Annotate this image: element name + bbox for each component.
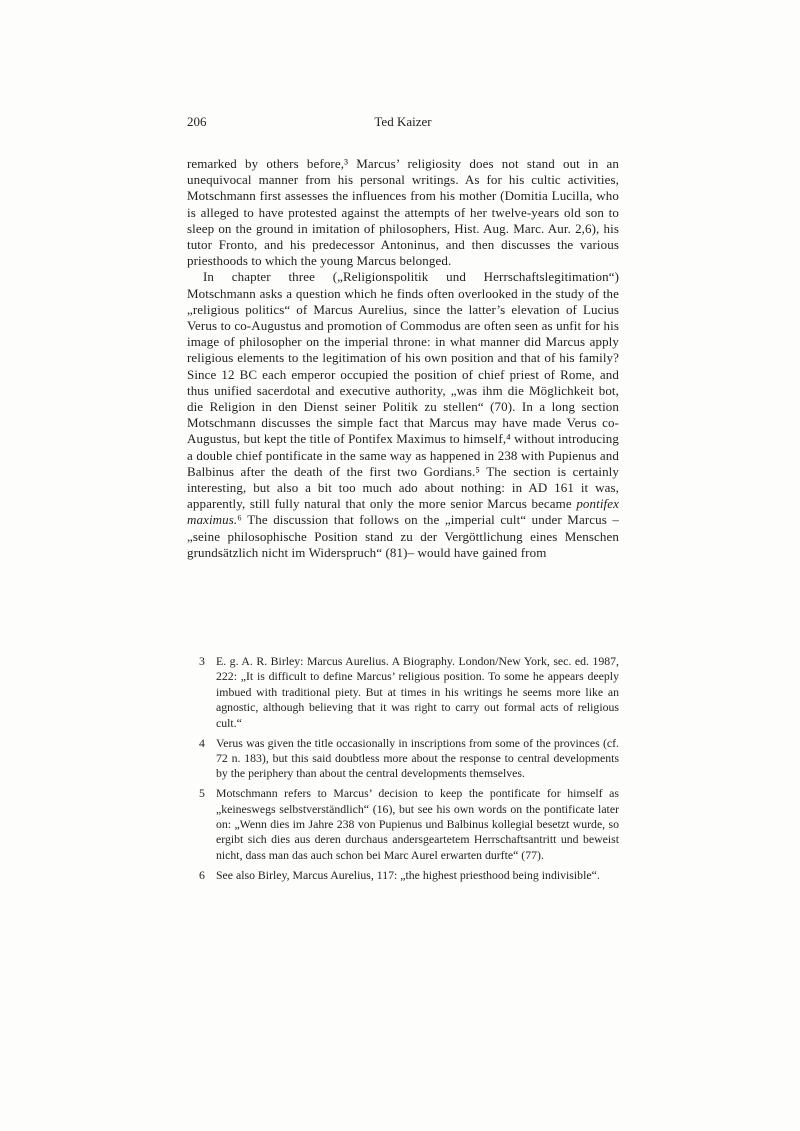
page-header: [187, 114, 619, 130]
footnote: [199, 868, 619, 883]
footnote-number: 6: [199, 867, 205, 882]
footnote-text: See also Birley, Marcus Aurelius, 117: „the highest priesthood being indivisible“.: [216, 867, 600, 882]
footnote-text: E. g. A. R. Birley: Marcus Aurelius. A Biography. London/New York, sec. ed. 1987, 222: „It is difficult to define Marcus’ religious position. To some he appears deeply imbued with traditional piety. But at times in his writings he seems more like an agnostic, although believing that it was right to carry out formal acts of religious cult.“: [216, 654, 619, 730]
body-text: [187, 156, 619, 561]
text-block: [187, 114, 619, 561]
footnotes: [199, 654, 619, 888]
footnote-text: Verus was given the title occasionally in inscriptions from some of the provinces (cf. 72 n. 183), but this said doubtless more about the response to central developments by the periphery than about the central developments themselves.: [216, 735, 619, 781]
footnote-number: 3: [199, 654, 205, 668]
paragraph-2-italic-phrase: pontifex maximus.: [187, 496, 619, 528]
footnote: [199, 736, 619, 782]
footnote: [199, 786, 619, 863]
running-head: Ted Kaizer: [374, 114, 432, 129]
footnote-number: 5: [199, 786, 205, 801]
paragraph-1: remarked by others before,³ Marcus’ religiosity does not stand out in an unequivocal manner from his personal writings. As for his cultic activities, Motschmann first assesses the influences from his mother (Domitia Lucilla, who is alleged to have protested against the attempts of her twelve-years old son to sleep on the ground in imitation of philosophers, Hist. Aug. Marc. Aur. 2,6), his tutor Fronto, and his predecessor Antoninus, and then discusses the various priesthoods to which the young Marcus belonged.: [187, 156, 619, 269]
paragraph-2-text-continued: ⁶ The discussion that follows on the „imperial cult“ under Marcus – „seine philosophische Position stand zu der Vergöttlichung eines Menschen grundsätzlich nicht im Widerspruch“ (81)– would have gained from: [187, 512, 619, 560]
footnote-number: 4: [199, 735, 205, 750]
paragraph-2: [187, 269, 619, 561]
footnote-text: Motschmann refers to Marcus’ decision to keep the pontificate for himself as „keineswegs selbstverständlich“ (16), but see his own words on the pontificate later on: „Wenn dies im Jahre 238 von Pupienus und Balbinus kollegial besetzt wurde, so ergibt sich dies aus deren durchaus andersgeartetem Herrschaftsantritt und beweist nicht, dass man das auch schon bei Marc Aurel erwarten durfte“ (77).: [216, 786, 619, 862]
paragraph-2-text: In chapter three („Religionspolitik und Herrschaftslegitimation“) Motschmann asks a question which he finds often overlooked in the study of the „religious politics“ of Marcus Aurelius, since the latter’s elevation of Lucius Verus to co-Augustus and promotion of Commodus are often seen as unfit for his image of philosopher on the imperial throne: in what manner did Marcus apply religious elements to the legitimation of his own position and that of his family? Since 12 BC each emperor occupied the position of chief priest of Rome, and thus unified sacerdotal and executive authority, „was ihm die Möglichkeit bot, die Religion in den Dienst seiner Politik zu stellen“ (70). In a long section Motschmann discusses the simple fact that Marcus may have made Verus co-Augustus, but kept the title of Pontifex Maximus to himself,⁴ without introducing a double chief pontificate in the same way as happened in 238 with Pupienus and Balbinus after the death of the first two Gordians.⁵ The section is certainly interesting, but also a bit too much ado about nothing: in AD 161 it was, apparently, still fully natural that only the more senior Marcus became: [187, 269, 619, 512]
page-number: 206: [187, 114, 207, 129]
footnote: [199, 654, 619, 731]
